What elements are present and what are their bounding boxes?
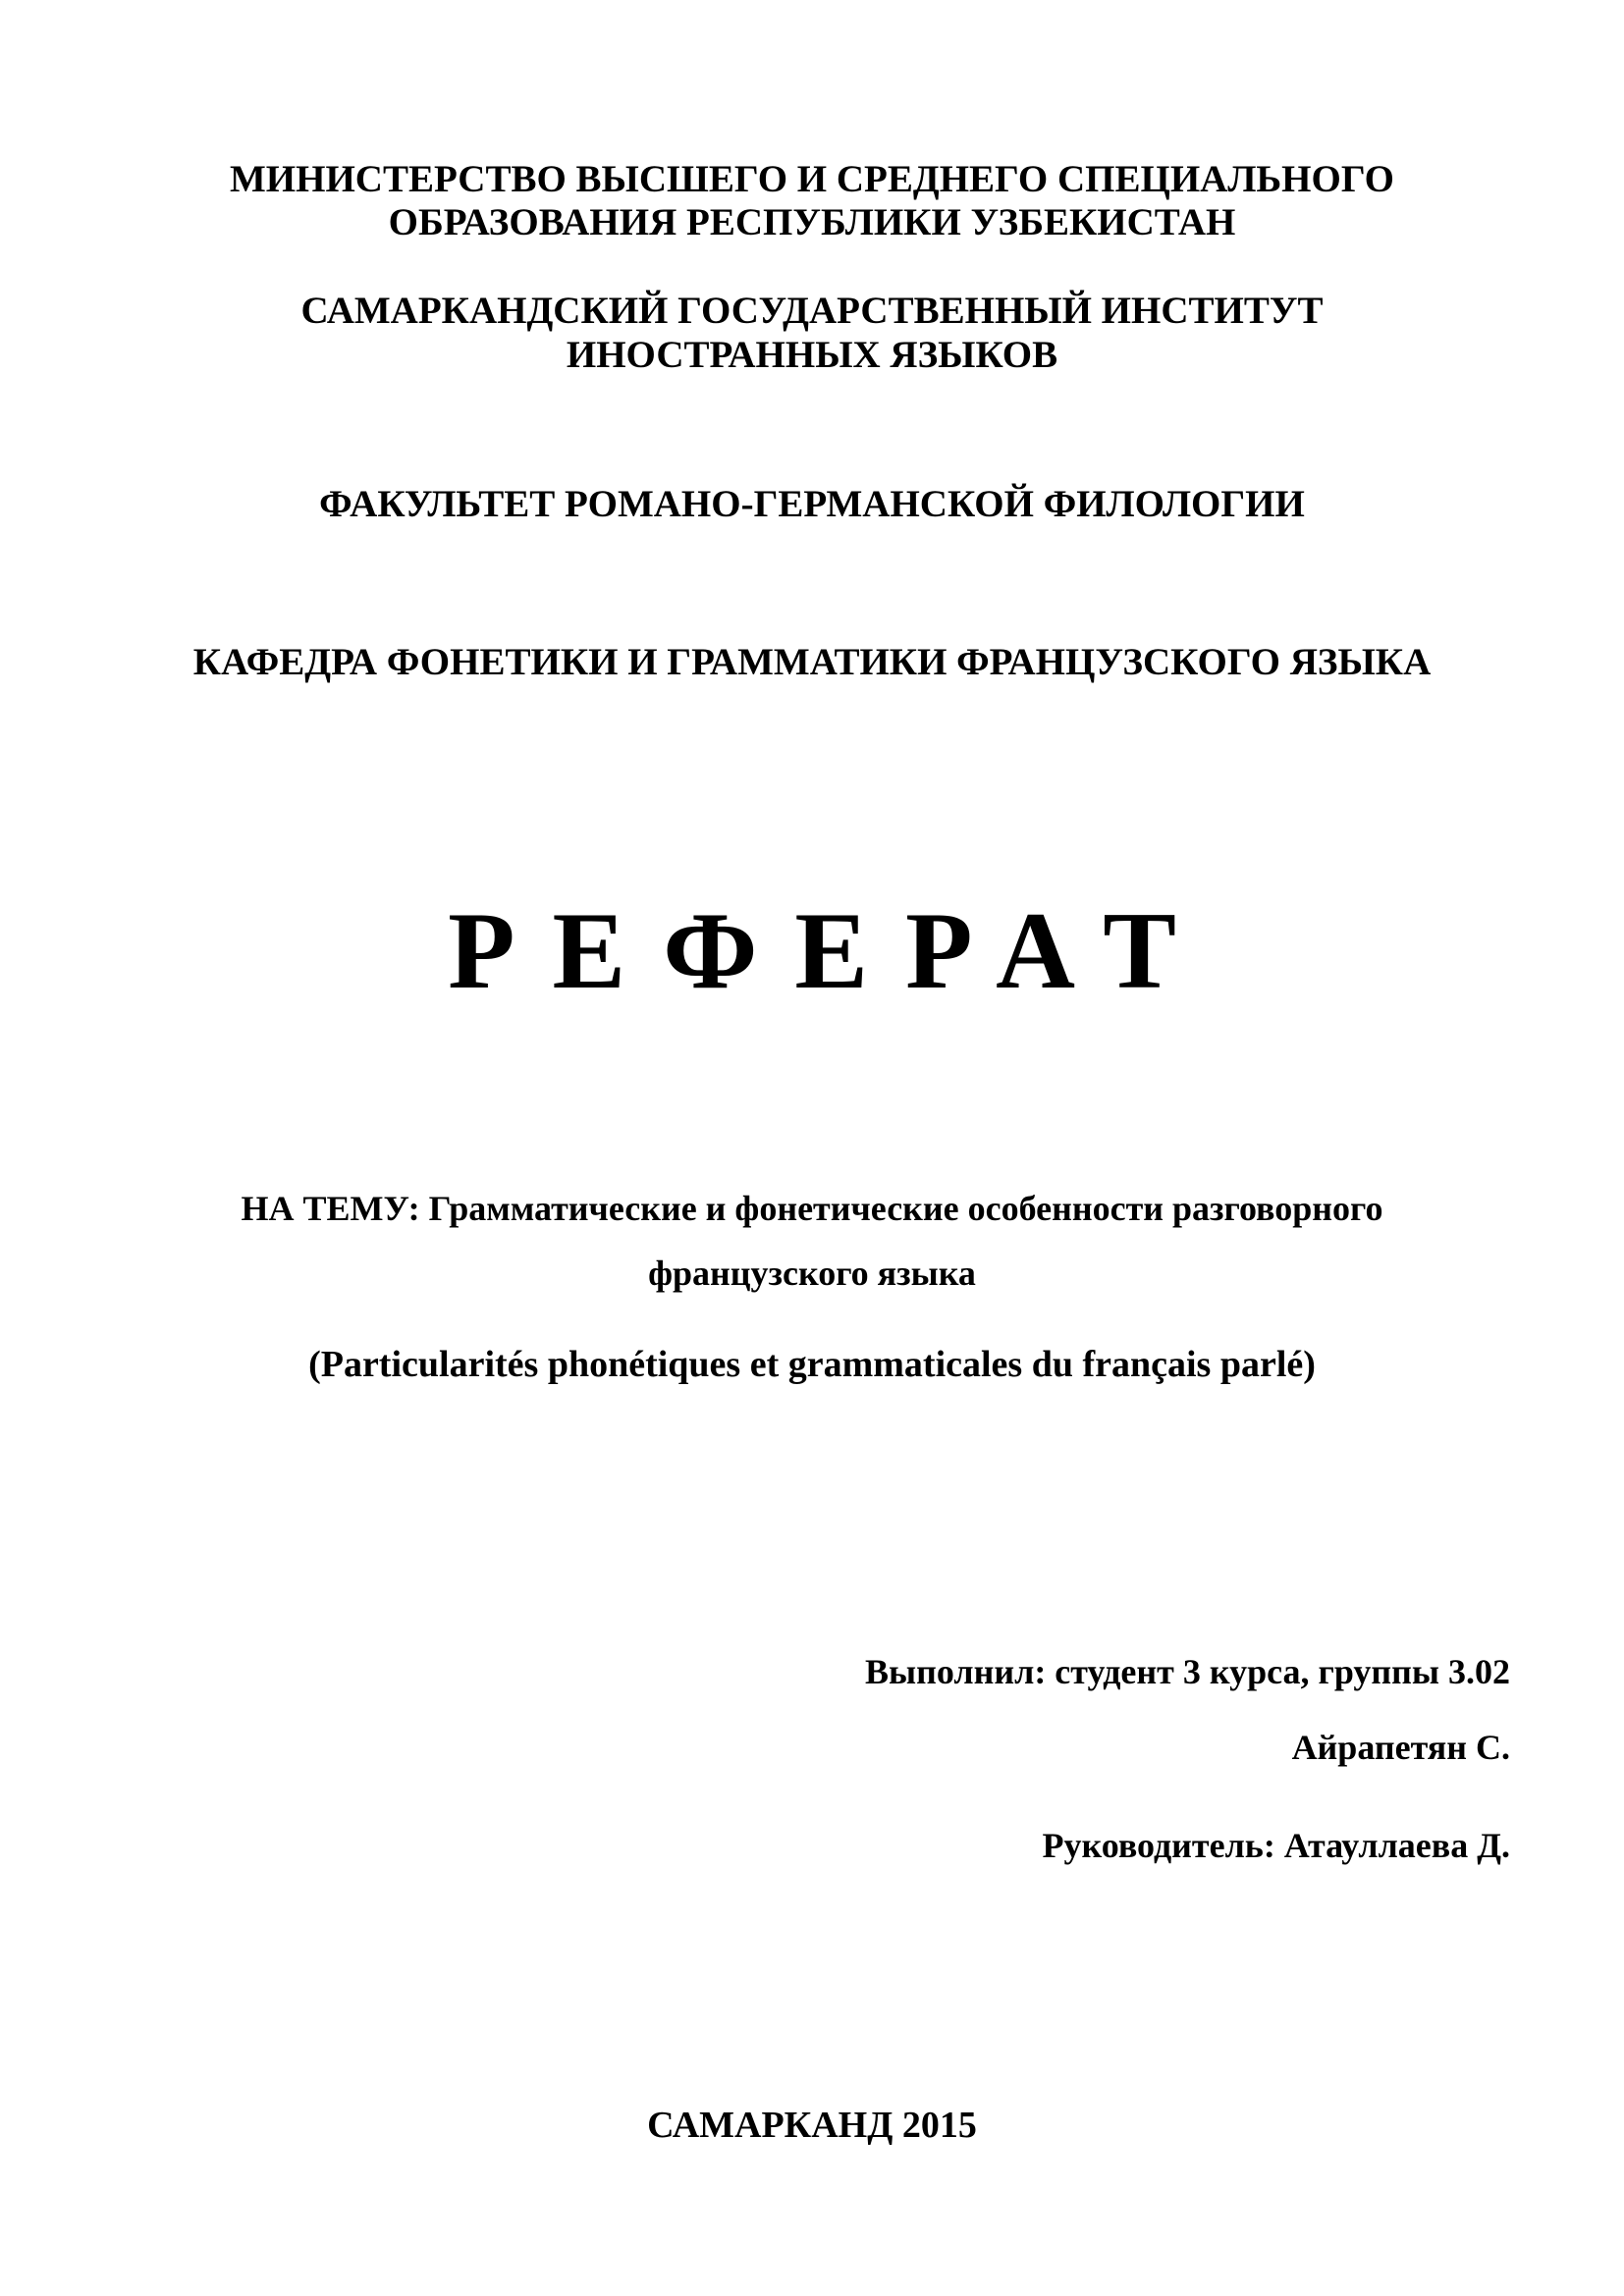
performed-by: Выполнил: студент 3 курса, группы 3.02 [865,1652,1510,1691]
author-name: Айрапетян С. [1291,1728,1510,1767]
document-title: РЕФЕРАТ [448,890,1214,1012]
ministry-line-1: МИНИСТЕРСТВО ВЫСШЕГО И СРЕДНЕГО СПЕЦИАЛЬНОГО [229,158,1395,200]
topic-french: (Particularités phonétiques et grammaticales du français parlé) [308,1344,1316,1385]
topic-line-1: НА ТЕМУ: Грамматические и фонетические особенности разговорного [241,1189,1383,1228]
ministry-line-2: ОБРАЗОВАНИЯ РЕСПУБЛИКИ УЗБЕКИСТАН [388,201,1236,243]
department-heading: КАФЕДРА ФОНЕТИКИ И ГРАММАТИКИ ФРАНЦУЗСКОГО ЯЗЫКА [192,641,1432,683]
faculty-heading: ФАКУЛЬТЕТ РОМАНО-ГЕРМАНСКОЙ ФИЛОЛОГИИ [319,483,1305,525]
city-year: САМАРКАНД 2015 [647,2105,977,2146]
supervisor: Руководитель: Атауллаева Д. [1042,1826,1510,1865]
topic-line-2: французского языка [648,1254,976,1293]
institute-line-1: САМАРКАНДСКИЙ ГОСУДАРСТВЕННЫЙ ИНСТИТУТ [300,290,1324,332]
institute-line-2: ИНОСТРАННЫХ ЯЗЫКОВ [566,334,1058,376]
